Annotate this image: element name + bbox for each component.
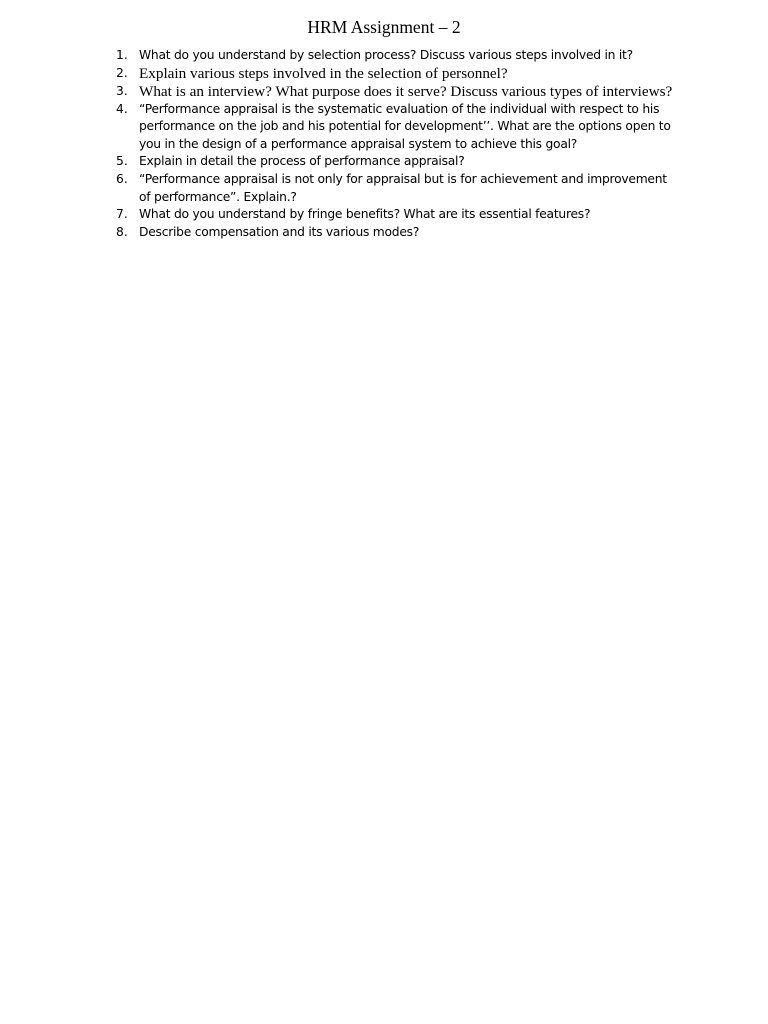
item-number: 7. <box>116 207 128 222</box>
list-item <box>113 171 673 206</box>
item-text: What do you understand by fringe benefits? What are its essential features? <box>139 207 591 222</box>
page-title: HRM Assignment – 2 <box>307 17 461 37</box>
item-number: 3. <box>116 83 128 98</box>
list-item <box>113 47 673 65</box>
list-item <box>113 101 673 154</box>
question-list <box>113 47 673 241</box>
list-item <box>113 153 673 171</box>
list-item <box>113 65 673 83</box>
item-text: “Performance appraisal is the systematic evaluation of the individual with respect to his performance on the job and his potential for development’’. What are the options open to you in the design of a performance appraisal system to achieve this goal? <box>139 101 671 151</box>
item-text: “Performance appraisal is not only for appraisal but is for achievement and improvement of performance”. Explain.? <box>139 171 667 204</box>
item-text: What is an interview? What purpose does it serve? Discuss various types of interviews? <box>139 82 673 100</box>
item-number: 6. <box>116 171 128 186</box>
item-number: 5. <box>116 154 128 169</box>
list-item <box>113 206 673 224</box>
item-text: Describe compensation and its various modes? <box>139 224 420 239</box>
item-text: Explain in detail the process of performance appraisal? <box>139 154 465 169</box>
list-item <box>113 83 673 101</box>
item-number: 1. <box>116 48 128 62</box>
item-text: What do you understand by selection process? Discuss various steps involved in it? <box>139 48 633 62</box>
item-number: 4. <box>116 101 128 116</box>
item-number: 2. <box>116 65 128 80</box>
item-text: Explain various steps involved in the selection of personnel? <box>139 64 508 82</box>
item-number: 8. <box>116 224 128 239</box>
list-item <box>113 224 673 242</box>
